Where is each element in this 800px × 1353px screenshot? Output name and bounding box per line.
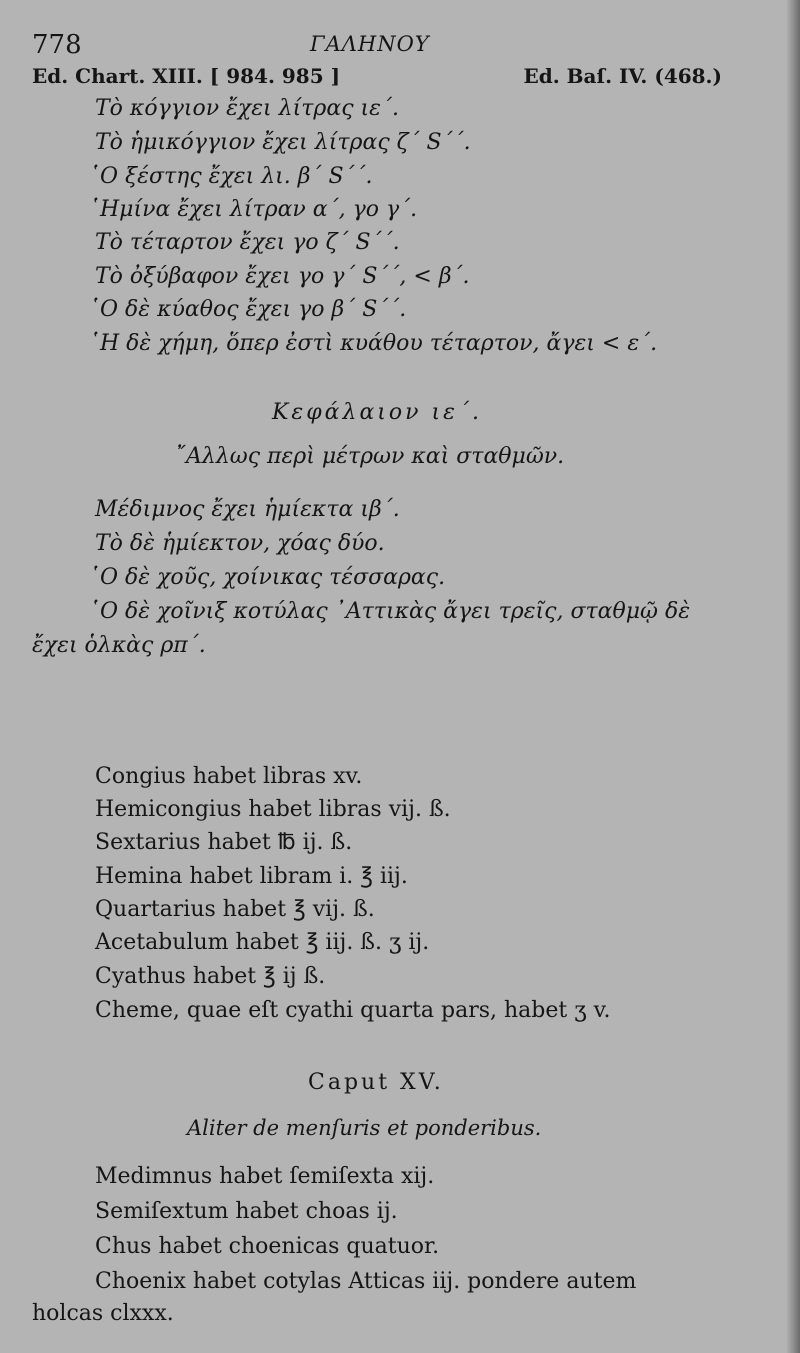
- latin-line: Cyathus habet ℥ ij ß.: [95, 964, 326, 989]
- book-spine-shadow: [786, 0, 800, 1353]
- greek-line: Τὸ τέταρτον ἔχει γο ζ΄ S΄΄.: [95, 230, 400, 255]
- greek-chapter-line: Τὸ δὲ ἡμίεκτον, χόας δύο.: [95, 531, 385, 556]
- greek-chapter-line: ἔχει ὁλκὰς ρπ΄.: [32, 633, 206, 658]
- greek-line: ῾Ο ξέστης ἔχει λι. β΄ S΄΄.: [89, 164, 373, 189]
- greek-line: Τὸ ἡμικόγγιον ἔχει λίτρας ζ΄ S΄΄.: [95, 130, 471, 155]
- latin-chapter-line: holcas clxxx.: [32, 1301, 174, 1326]
- greek-chapter-line: Μέδιμνος ἔχει ἡμίεκτα ιβ΄.: [95, 497, 400, 522]
- latin-chapter-line: Semiſextum habet choas ij.: [95, 1199, 398, 1224]
- greek-line: Τὸ κόγγιον ἔχει λίτρας ιε΄.: [95, 96, 399, 121]
- latin-chapter-line: Medimnus habet ſemiſexta xij.: [95, 1164, 435, 1189]
- greek-chapter-line: ῾Ο δὲ χοῖνιξ κοτύλας ᾿Αττικὰς ἄγει τρεῖς, σταθμῷ δὲ: [89, 599, 691, 624]
- page-number: 778: [32, 30, 82, 60]
- latin-line: Quartarius habet ℥ vij. ß.: [95, 897, 375, 922]
- greek-line: ῾Ο δὲ κύαθος ἔχει γο β΄ S΄΄.: [89, 297, 407, 322]
- greek-line: ῾Ημίνα ἔχει λίτραν α΄, γο γ΄.: [89, 197, 418, 222]
- edition-reference-right: Ed. Baſ. IV. (468.): [523, 64, 722, 88]
- latin-chapter-line: Choenix habet cotylas Atticas iij. pondere autem: [95, 1269, 637, 1294]
- greek-line: ῾Η δὲ χήμη, ὅπερ ἐστὶ κυάθου τέταρτον, ἄγει < ε΄.: [89, 331, 658, 356]
- latin-line: Cheme, quae eſt cyathi quarta pars, habet ʒ v.: [95, 998, 611, 1023]
- greek-line: Τὸ ὀξύβαφον ἔχει γο γ΄ S΄΄, < β΄.: [95, 264, 470, 289]
- latin-line: Hemina habet libram i. ℥ iij.: [95, 864, 408, 889]
- greek-chapter-line: ῾Ο δὲ χοῦς, χοίνικας τέσσαρας.: [89, 565, 446, 590]
- edition-reference-left: Ed. Chart. XIII. [ 984. 985 ]: [32, 64, 341, 88]
- running-title: ΓΑΛΗΝΟΥ: [310, 32, 430, 56]
- latin-chapter-line: Chus habet choenicas quatuor.: [95, 1234, 440, 1259]
- latin-line: Congius habet libras xv.: [95, 764, 363, 789]
- latin-line: Acetabulum habet ℥ iij. ß. ʒ ij.: [95, 930, 430, 955]
- latin-line: Hemicongius habet libras vij. ß.: [95, 797, 451, 822]
- latin-line: Sextarius habet ℔ ij. ß.: [95, 830, 353, 855]
- greek-chapter-heading: Κεφάλαιον ιε΄.: [272, 400, 482, 425]
- latin-chapter-subheading: Aliter de menſuris et ponderibus.: [187, 1116, 542, 1140]
- greek-chapter-subheading: ῎Αλλως περὶ μέτρων καὶ σταθμῶν.: [175, 444, 565, 469]
- latin-chapter-heading: Caput XV.: [308, 1070, 444, 1095]
